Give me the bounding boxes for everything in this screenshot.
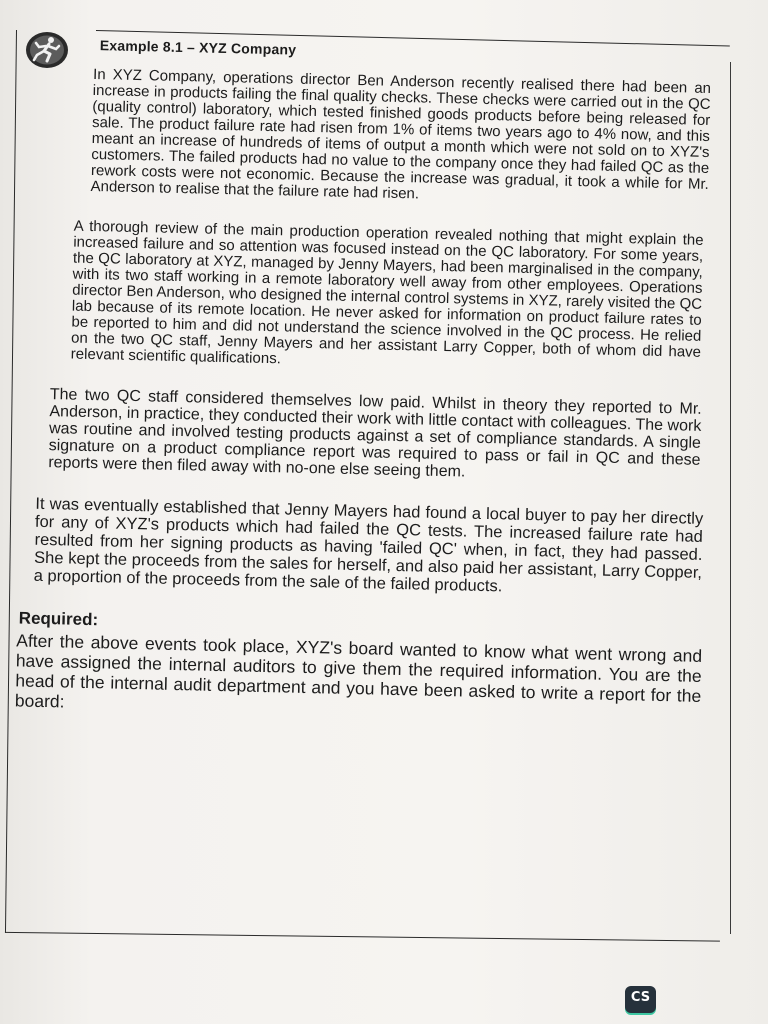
required-heading: Required: <box>18 608 99 630</box>
required-text: After the above events took place, XYZ's board wanted to know what went wrong and have assigned the internal auditors to give them the required information. You are the head of the internal audit department and you have been asked to write a report for the board: <box>14 630 703 712</box>
camscanner-badge: CS <box>625 986 656 1013</box>
frame-right-border <box>730 62 731 934</box>
example-content <box>14 36 712 750</box>
paragraph-4: It was eventually established that Jenny Mayers had found a local buyer to pay her directly for any of XYZ's products which had failed the QC tests. The increased failure rate had resulted from her signing products as having 'failed QC' when, in fact, they had passed. She kept the proceeds from the sales for herself, and also paid her assistant, Larry Copper, a proportion of the proceeds from the sale of the failed products. <box>33 494 704 596</box>
paragraph-2: A thorough review of the main production operation revealed nothing that might explain the increased failure and so attention was focused instead on the QC laboratory. For some years, the QC laboratory at XYZ, managed by Jenny Mayers, had been marginalised in the company, with its two staff working in a remote laboratory well away from other employees. Operations director Ben Anderson, who designed the internal control systems in XYZ, rarely visited the QC lab because of its remote location. He never asked for information on product failure rates to be reported to him and did not understand the science involved in the QC process. He relied on the two QC staff, Jenny Mayers and her assistant Larry Copper, both of whom did have relevant scientific qualifications. <box>70 217 704 368</box>
paragraph-3: The two QC staff considered themselves low paid. Whilst in theory they reported to Mr. Anderson, in practice, they conducted their work with little contact with colleagues. The work was routine and involved testing products against a set of compliance standards. A single signature on a product compliance report was required to pass or fail in QC and these reports were then filed away with no-one else seeing them. <box>48 386 702 481</box>
example-title: Example 8.1 – XYZ Company <box>99 37 297 58</box>
paragraph-1: In XYZ Company, operations director Ben Anderson recently realised there had been an increase in products failing the final quality checks. These checks were carried out in the QC (quality control) laboratory, which tested finished goods products before being released for sale. The product failure rate had risen from 1% of items two years ago to 4% now, and this meant an increase of hundreds of items of output a month which were not sold on to XYZ's customers. The failed products had no value to the company once they had failed QC as the rework costs were not economic. Because the increase was gradual, it took a while for Mr. Anderson to realise that the failure rate had risen. <box>90 65 712 203</box>
